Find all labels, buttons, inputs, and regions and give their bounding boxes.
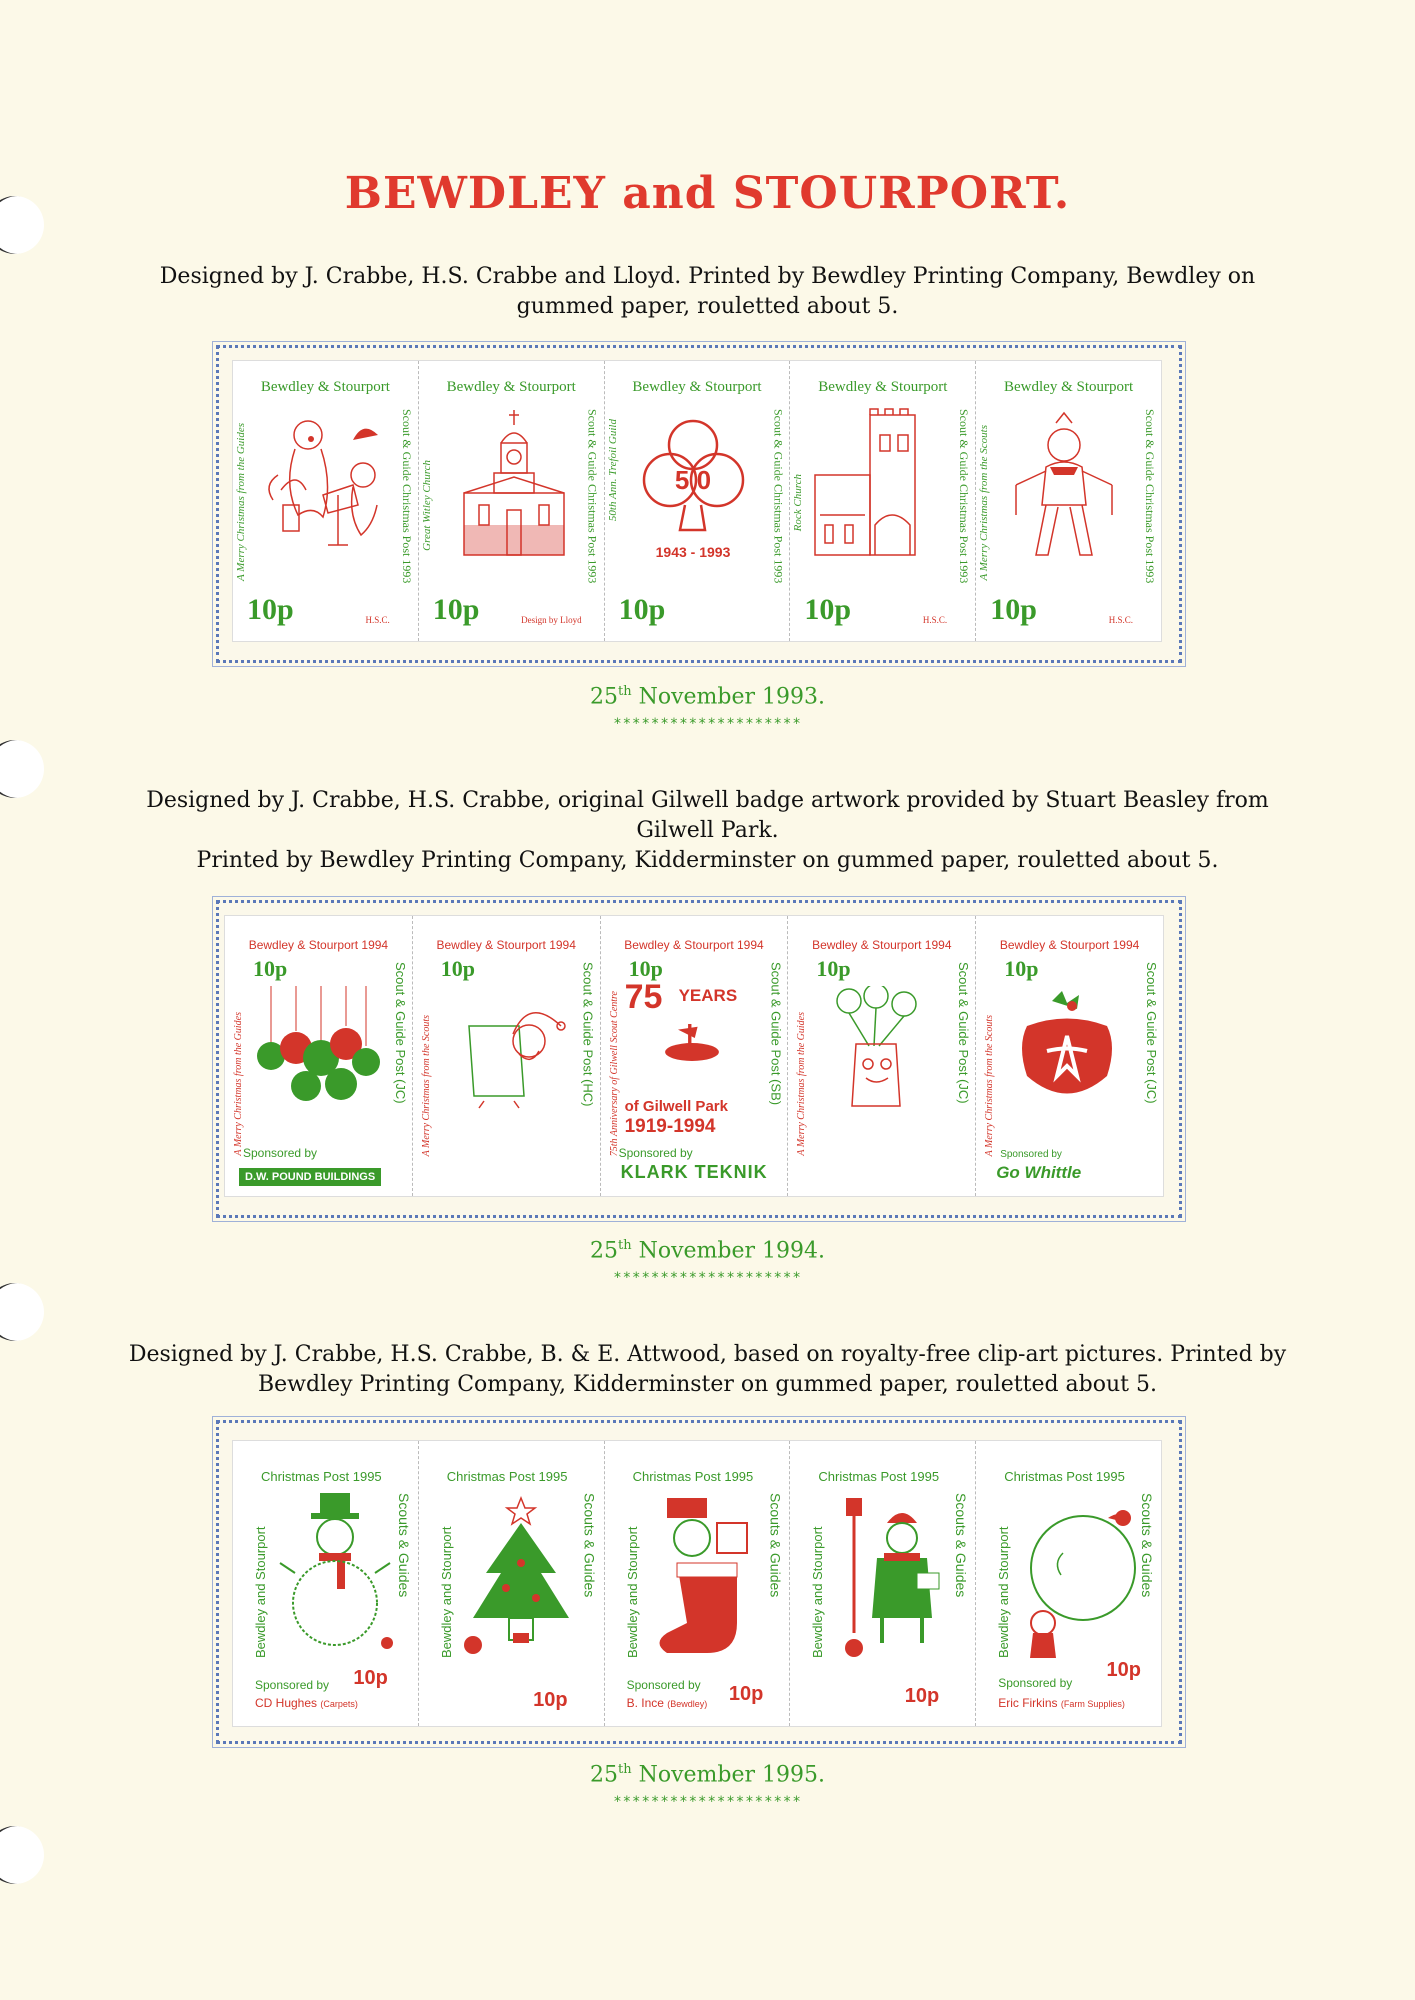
- stamp-1993-1: [233, 361, 419, 641]
- stamp-side-left: Bewdley and Stourport: [810, 1526, 826, 1658]
- separator-stars: ********************: [613, 1270, 802, 1286]
- stamp-value: 10p: [432, 593, 480, 626]
- anniversary-caption: of Gilwell Park: [624, 1098, 728, 1115]
- stamp-value: 10p: [1004, 956, 1039, 981]
- stamp-header: Christmas Post 1995: [261, 1469, 382, 1484]
- stamp-value: 10p: [816, 956, 851, 981]
- sponsor-label: Sponsored by: [1000, 1149, 1062, 1160]
- stamp-strip-1993: [232, 360, 1162, 642]
- stamp-1993-5: [976, 361, 1161, 641]
- stamp-initials: H.S.C.: [365, 615, 390, 625]
- sponsor-label: Sponsored by: [618, 1146, 693, 1160]
- stamp-header: Bewdley & Stourport: [260, 379, 390, 395]
- sponsor-label: Sponsored by: [255, 1678, 330, 1692]
- stamp-1994-4: [788, 916, 976, 1196]
- sponsor-label: Sponsored by: [243, 1146, 318, 1160]
- snowman-icon: [275, 1493, 395, 1663]
- skier-illustration: [996, 405, 1131, 570]
- stamp-side-right: Scouts & Guides: [395, 1493, 412, 1598]
- stamp-side-right: Scouts & Guides: [1138, 1493, 1155, 1598]
- issue-date-1994: 25th November 1994.: [589, 1238, 825, 1264]
- stamp-side-left: Great Witley Church: [420, 460, 433, 551]
- stamp-side-right: Scouts & Guides: [581, 1493, 598, 1598]
- separator-stars: ********************: [613, 1794, 802, 1810]
- baubles-illustration: [251, 986, 381, 1111]
- stamp-side-left: Bewdley and Stourport: [253, 1526, 268, 1658]
- stamp-header: Christmas Post 1995: [818, 1469, 940, 1484]
- stamp-1995-4: [790, 1441, 976, 1726]
- stamp-side-left: A Merry Christmas from the Scouts: [420, 1014, 432, 1156]
- stamp-side-left: Rock Church: [792, 473, 805, 531]
- stamp-side-left: 50th Ann. Trefoil Guild: [606, 418, 619, 521]
- stamp-side-left: A Merry Christmas from the Scouts: [978, 425, 991, 581]
- stamp-side-left: 75th Anniversary of Gilwell Scout Centre: [608, 990, 620, 1156]
- sponsor-name: Eric Firkins (Farm Supplies): [998, 1696, 1125, 1710]
- stamp-header: Bewdley & Stourport: [632, 379, 762, 395]
- stamp-side-right: Scouts & Guides: [953, 1493, 970, 1598]
- stamp-header: Bewdley & Stourport 1994: [812, 938, 952, 952]
- section-1993-credit: Designed by J. Crabbe, H.S. Crabbe and Lloyd. Printed by Bewdley Printing Company, Bewdley on gummed paper, rouletted about 5.: [159, 264, 1256, 319]
- stamp-1994-5: [976, 916, 1163, 1196]
- sponsor-name: CD Hughes (Carpets): [255, 1696, 358, 1710]
- stamp-side-right: Scout & Guide Christmas Post 1993: [957, 409, 972, 584]
- stamp-1995-3: [605, 1441, 791, 1726]
- stamp-designer: Design by Lloyd: [521, 615, 582, 625]
- punch-hole: [0, 1826, 44, 1884]
- stamp-initials: H.S.C.: [922, 615, 948, 625]
- stamp-value: 10p: [533, 1689, 568, 1711]
- issue-date-1993: 25th November 1993.: [589, 684, 825, 710]
- stamp-side-right: Scout & Guide Post (JC): [956, 962, 972, 1104]
- angel-choir-illustration: [253, 405, 388, 570]
- sponsor-label: Sponsored by: [998, 1676, 1073, 1690]
- stamp-value: 10p: [904, 1685, 940, 1707]
- sponsor-name: B. Ince (Bewdley): [626, 1696, 708, 1710]
- anniversary-years: YEARS: [678, 986, 738, 1005]
- stamp-1995-2: [419, 1441, 605, 1726]
- stamp-1994-2: [413, 916, 601, 1196]
- page-title: BEWDLEY and STOURPORT.: [344, 168, 1071, 219]
- stamp-1994-3: [601, 916, 789, 1196]
- stamp-1995-5: [976, 1441, 1161, 1726]
- stamp-value: 10p: [628, 956, 663, 981]
- stamp-value: 10p: [990, 593, 1037, 626]
- church-illustration: [439, 405, 574, 570]
- punch-hole: [0, 740, 44, 798]
- stamp-side-right: Scout & Guide Christmas Post 1993: [399, 409, 414, 584]
- sponsor-name: Go Whittle: [996, 1163, 1082, 1182]
- stamp-initials: H.S.C.: [1108, 615, 1133, 625]
- stamp-header: Bewdley & Stourport 1994: [999, 938, 1140, 952]
- stamp-side-left: Bewdley and Stourport: [624, 1526, 640, 1658]
- stamp-1994-1: [225, 916, 413, 1196]
- stocking-icon: [647, 1493, 767, 1663]
- stamp-value: 10p: [728, 1683, 764, 1705]
- stamp-1993-4: [790, 361, 976, 641]
- trefoil-years: 1943 - 1993: [655, 544, 730, 560]
- stamp-value: 10p: [353, 1667, 388, 1689]
- stamp-side-left: A Merry Christmas from the Guides: [796, 1012, 808, 1156]
- stamp-header: Bewdley & Stourport: [446, 379, 576, 395]
- rock-church-illustration: [810, 405, 945, 570]
- trefoil-emblem-text: 5 0: [674, 465, 711, 495]
- stamp-value: 10p: [440, 956, 476, 981]
- trefoil-icon: [625, 405, 760, 570]
- stamp-value: 10p: [804, 593, 852, 626]
- stamp-side-right: Scout & Guide Post (JC): [1143, 962, 1159, 1104]
- separator-stars: ********************: [613, 716, 802, 732]
- stamp-side-left: A Merry Christmas from the Guides: [233, 1012, 244, 1156]
- stamp-value: 10p: [247, 593, 294, 626]
- stamp-side-right: Scout & Guide Christmas Post 1993: [1142, 409, 1157, 584]
- stamp-side-right: Scout & Guide Post (SB): [768, 962, 784, 1106]
- stamp-header: Bewdley & Stourport: [1004, 379, 1134, 395]
- issue-date-1995: 25th November 1995.: [589, 1762, 825, 1788]
- stamp-1995-1: [233, 1441, 419, 1726]
- stamp-header: Christmas Post 1995: [632, 1469, 754, 1484]
- stamp-header: Bewdley & Stourport 1994: [248, 938, 389, 952]
- stamp-side-right: Scout & Guide Post (JC): [392, 962, 408, 1104]
- stamp-side-left: A Merry Christmas from the Guides: [235, 423, 247, 581]
- stamp-header: Bewdley & Stourport: [818, 379, 948, 395]
- stamp-header: Bewdley & Stourport 1994: [436, 938, 576, 952]
- stamp-header: Bewdley & Stourport 1994: [624, 938, 764, 952]
- stamp-side-right: Scouts & Guides: [767, 1493, 784, 1598]
- anniversary-number: 75: [624, 978, 663, 1016]
- sponsor-name: D.W. POUND BUILDINGS: [239, 1168, 381, 1186]
- stamp-side-right: Scout & Guide Post (HC): [580, 962, 596, 1107]
- christmas-pudding-icon: [1002, 986, 1132, 1111]
- stamp-1993-2: [419, 361, 605, 641]
- stamp-header: Christmas Post 1995: [446, 1469, 568, 1484]
- punch-hole: [0, 1283, 44, 1341]
- stamp-1993-3: [605, 361, 791, 641]
- sponsor-label: Sponsored by: [626, 1678, 701, 1692]
- letterbox-balloons-illustration: [814, 986, 944, 1111]
- section-1995-credit: Designed by J. Crabbe, H.S. Crabbe, B. & E. Attwood, based on royalty-free clip-art pictures. Printed by Bewdley Printing Company, Kidderminster on gummed paper, rouletted about 5.: [128, 1342, 1287, 1397]
- section-1994-credit: Designed by J. Crabbe, H.S. Crabbe, original Gilwell badge artwork provided by Stuart Beasley from Gilwell Park. Printed by Bewdley Printing Company, Kidderminster on gummed paper, rouletted about 5.: [146, 788, 1269, 873]
- axe-in-log-illustration: [627, 1024, 757, 1094]
- stamp-value: 10p: [1106, 1659, 1141, 1681]
- stamp-strip-1995: [232, 1440, 1162, 1727]
- anniversary-dates: 1919-1994: [624, 1116, 716, 1137]
- stamp-value: 10p: [253, 956, 288, 981]
- stamp-side-left: Bewdley and Stourport: [438, 1526, 454, 1658]
- caroller-illustration: [832, 1493, 952, 1663]
- christmas-tree-icon: [461, 1493, 581, 1663]
- stamp-side-right: Scout & Guide Christmas Post 1993: [771, 409, 786, 584]
- stamp-side-left: Bewdley and Stourport: [996, 1526, 1012, 1658]
- stamp-character-illustration: [439, 986, 569, 1111]
- stamp-header: Christmas Post 1995: [1004, 1469, 1125, 1484]
- stamp-side-right: Scout & Guide Christmas Post 1993: [585, 409, 600, 584]
- stamp-side-left: A Merry Christmas from the Scouts: [984, 1014, 996, 1156]
- stamp-value: 10p: [618, 593, 666, 626]
- stamp-strip-1994: [224, 915, 1164, 1197]
- sponsor-name: KLARK TEKNIK: [620, 1162, 768, 1182]
- santa-sack-illustration: [1018, 1493, 1138, 1663]
